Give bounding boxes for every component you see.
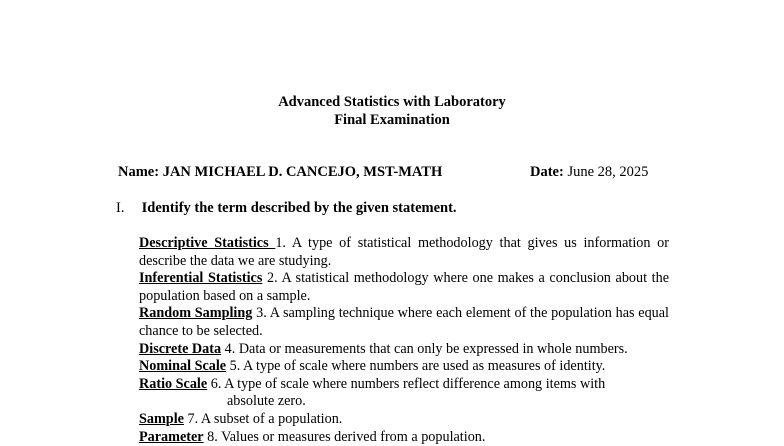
date-value: June 28, 2025 <box>567 164 649 180</box>
date-label: Date: <box>530 164 564 180</box>
answer-term: Parameter <box>139 428 204 445</box>
section-instruction: Identify the term described by the given statement. <box>141 200 457 216</box>
item-statement: 4. Data or measurements that can only be expressed in whole numbers. <box>221 340 628 357</box>
list-item <box>139 411 669 429</box>
name-label: Name: <box>118 164 160 180</box>
answer-term: Nominal Scale <box>139 358 227 375</box>
section-number: I. <box>116 200 125 216</box>
answer-term: Random Sampling <box>139 305 253 322</box>
answer-term: Ratio Scale <box>139 375 208 392</box>
item-statement: 7. A subset of a population. <box>183 410 343 427</box>
item-statement: 6. A type of scale where numbers reflect difference among items with <box>207 375 606 392</box>
name-value: JAN MICHAEL D. CANCEJO, MST-MATH <box>162 164 443 180</box>
document-title: Advanced Statistics with Laboratory <box>278 94 506 110</box>
section-heading <box>116 200 457 217</box>
item-statement: 3. A sampling technique where each element of the population has equal chance to be selected. <box>139 305 669 339</box>
item-statement: 8. Values or measures derived from a population. <box>203 428 486 445</box>
list-item <box>139 270 669 305</box>
answer-term: Discrete Data <box>139 340 222 357</box>
list-item <box>139 341 669 359</box>
item-statement: 2. A statistical methodology where one makes a conclusion about the population based on a sample. <box>139 270 670 304</box>
date-line <box>530 164 648 181</box>
list-item <box>139 235 669 270</box>
list-item <box>139 429 669 446</box>
document-subtitle: Final Examination <box>334 112 450 128</box>
list-item <box>139 376 669 411</box>
item-statement: 1. A type of statistical methodology that gives us information or describe the data we are studying. <box>139 235 669 269</box>
list-item <box>139 358 669 376</box>
item-statement: 5. A type of scale where numbers are used as measures of identity. <box>226 358 606 375</box>
item-list <box>139 235 669 446</box>
item-continuation: absolute zero. <box>227 393 306 410</box>
answer-term: Descriptive Statistics <box>139 235 276 251</box>
answer-term: Inferential Statistics <box>139 270 263 287</box>
answer-term: Sample <box>139 410 184 427</box>
name-line <box>118 164 442 181</box>
list-item <box>139 305 669 340</box>
